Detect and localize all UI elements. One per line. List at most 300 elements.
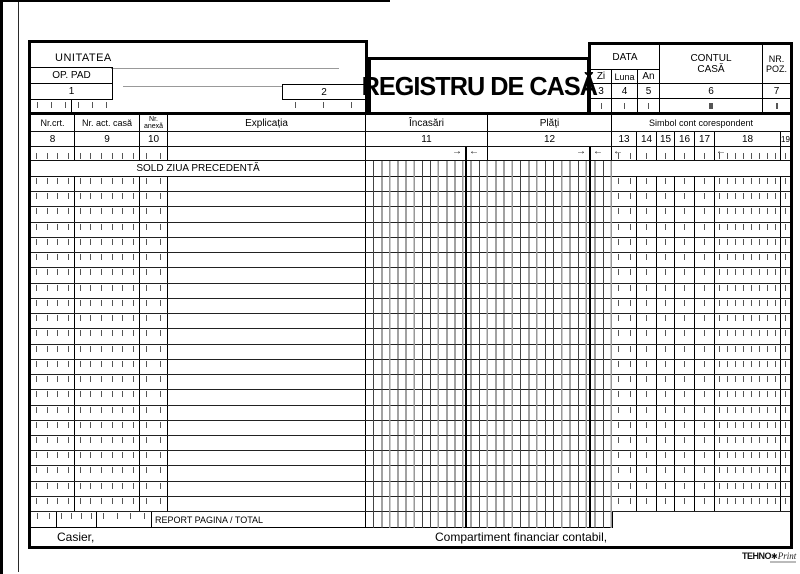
tick-mark [665,498,666,504]
grid-cell [637,314,657,328]
grid-cell [715,329,781,343]
tick-mark [112,269,113,275]
grid-cell [675,497,695,511]
tick-mark [751,467,752,473]
tick-mark [146,452,147,458]
tick-mark [90,483,91,489]
tick-mark [57,391,58,397]
grid-cell [140,177,168,191]
grid-cell [168,360,366,374]
grid-cell [168,390,366,404]
tick-mark [646,224,647,230]
tick-mark [80,178,81,184]
tick-mark [785,467,786,473]
grid-cell [637,268,657,282]
tick-mark [90,452,91,458]
tick-mark [684,193,685,199]
tick-mark [665,376,666,382]
casier-label: Casier, [57,530,95,544]
grid-cell [366,421,488,435]
tick-mark [133,330,134,336]
grid-cell [675,421,695,435]
grid-row [31,207,790,222]
grid-cell [366,466,488,480]
col-num-18: 18 [715,132,781,146]
tick-mark [57,193,58,199]
tick-mark [759,376,760,382]
grid-cell [31,253,75,267]
grid-cell [657,268,675,282]
tick-mark [90,391,91,397]
grid-cell [637,421,657,435]
grid-row [31,451,790,466]
tick-mark [618,452,619,458]
grid-cell [715,223,781,237]
grid-row [31,314,790,329]
tick-mark [57,437,58,443]
tick-mark [727,407,728,413]
tick-mark [751,452,752,458]
tick-mark [618,239,619,245]
grid-cell [612,253,637,267]
tick-mark [767,437,768,443]
grid-cell [695,421,715,435]
grid-cell [612,192,637,206]
grid-cell [695,284,715,298]
grid-cell [140,238,168,252]
grid-cell [140,375,168,389]
grid-cell [488,436,612,450]
tick-mark [767,178,768,184]
grid-cell [31,314,75,328]
grid-row [31,345,790,360]
tick-mark [704,437,705,443]
grid-cell [695,466,715,480]
tick-mark [704,208,705,214]
tick-mark [117,513,118,519]
grid-cell [75,406,140,420]
tick-mark [160,467,161,473]
tick-mark [68,452,69,458]
tick-mark [684,452,685,458]
tick-mark [735,452,736,458]
tick-mark [751,178,752,184]
tick-mark [78,102,79,108]
tick-cell [75,147,140,160]
tick-mark [101,452,102,458]
grid-cell [695,482,715,496]
grid-cell [657,436,675,450]
tick-mark [775,178,776,184]
grid-cell [140,284,168,298]
tick-cell [638,99,660,112]
grid-cell [612,238,637,252]
field-2-number: 2 [321,86,327,98]
tick-mark [122,452,123,458]
tick-mark [160,498,161,504]
grid-rows [31,177,790,512]
grid-cell [695,451,715,465]
tick-mark [785,285,786,291]
tick-mark [47,483,48,489]
grid-cell [31,436,75,450]
grid-cell [612,329,637,343]
tick-mark [785,269,786,275]
report-plati-cell [488,512,612,527]
tick-mark [735,153,736,159]
tick-mark [785,254,786,260]
tick-mark [90,254,91,260]
tick-mark [767,208,768,214]
tick-mark [665,422,666,428]
tick-mark [68,330,69,336]
header-numbers-row [31,132,790,147]
grid-cell [168,207,366,221]
grid-row [31,466,790,481]
grid-cell [657,177,675,191]
tick-mark [90,269,91,275]
col-num-15: 15 [657,132,675,146]
sold-simbol-blank [612,161,790,176]
grid-cell [75,284,140,298]
grid-cell [695,390,715,404]
grid-row [31,482,790,497]
tick-mark [704,315,705,321]
grid-cell [657,421,675,435]
grid-cell [75,177,140,191]
grid-cell [675,329,695,343]
tick-mark [775,391,776,397]
tick-mark [751,346,752,352]
date-ticks-row [591,99,790,112]
tick-mark [36,452,37,458]
tick-mark [57,422,58,428]
tick-mark [743,346,744,352]
tick-mark [735,208,736,214]
tick-mark [735,300,736,306]
tick-mark [743,193,744,199]
grid-cell [695,375,715,389]
tick-mark [80,269,81,275]
tick-mark [36,300,37,306]
tick-mark [160,376,161,382]
tick-mark [68,376,69,382]
tick-mark [133,224,134,230]
grid-cell [675,436,695,450]
tick-mark [646,467,647,473]
tick-mark [767,300,768,306]
tick-mark [80,467,81,473]
tick-mark [624,103,625,109]
tick-mark [68,422,69,428]
grid-cell [31,238,75,252]
tick-mark [57,269,58,275]
grid-cell [781,451,790,465]
tick-mark [727,285,728,291]
tick-mark [133,422,134,428]
tick-mark [133,391,134,397]
tick-mark [68,361,69,367]
grid-cell [781,375,790,389]
grid-cell [168,329,366,343]
grid-cell [140,451,168,465]
tick-cell [591,99,612,112]
tick-mark [630,178,631,184]
grid-cell [75,238,140,252]
grid-cell [715,314,781,328]
tick-mark [704,330,705,336]
tick-mark [80,346,81,352]
tick-mark [47,498,48,504]
tick-mark [36,407,37,413]
tick-mark [648,103,649,109]
grid-row [31,406,790,421]
grid-cell [637,436,657,450]
grid-cell [637,207,657,221]
tick-mark [57,407,58,413]
tick-mark [767,361,768,367]
tick-mark [295,102,296,108]
tick-mark [646,452,647,458]
tick-mark [646,346,647,352]
tick-mark [759,422,760,428]
tick-cell [781,147,790,160]
tick-mark [133,467,134,473]
col-header-incasari: Încasări [366,115,488,131]
tick-mark [112,498,113,504]
tick-mark [47,361,48,367]
tick-mark [323,102,324,108]
grid-cell [715,466,781,480]
grid-cell [657,482,675,496]
col-num-8: 8 [31,132,75,146]
tick-mark [146,269,147,275]
tick-mark [727,391,728,397]
grid-row [31,299,790,314]
tick-mark [160,193,161,199]
grid-cell [366,299,488,313]
tick-cell [657,147,675,160]
grid-cell [31,482,75,496]
col-num-explicatia-empty [168,132,366,146]
tick-mark [704,361,705,367]
grid-cell [637,360,657,374]
tick-mark [759,269,760,275]
tick-mark [101,239,102,245]
tick-mark [727,300,728,306]
tick-mark [727,498,728,504]
tick-mark [133,483,134,489]
grid-cell [781,360,790,374]
tick-mark [743,407,744,413]
grid-cell [31,466,75,480]
grid-cell [168,466,366,480]
tick-mark [630,285,631,291]
data-label: DATA [612,51,638,63]
tick-mark [133,437,134,443]
tick-mark [112,467,113,473]
grid-cell [366,329,488,343]
tick-mark [146,407,147,413]
tick-mark [47,376,48,382]
tick-mark [106,102,107,108]
tick-mark [751,330,752,336]
tick-mark [727,208,728,214]
tick-mark [57,361,58,367]
tick-mark [743,376,744,382]
grid-cell [781,177,790,191]
grid-cell [675,238,695,252]
tick-mark [684,498,685,504]
grid-cell [75,375,140,389]
tick-mark [684,467,685,473]
grid-cell [366,436,488,450]
tick-mark [704,269,705,275]
grid-cell [75,466,140,480]
grid-cell [488,390,612,404]
tick-mark [146,346,147,352]
tick-mark [68,315,69,321]
tick-cell [612,99,638,112]
grid-cell [781,268,790,282]
tick-mark [101,193,102,199]
grid-cell [675,466,695,480]
unitatea-label: UNITATEA [55,52,112,64]
tick-mark [665,178,666,184]
sold-label-cell: SOLD ZIUA PRECEDENTĂ [31,161,366,176]
tick-mark [735,467,736,473]
grid-cell [695,314,715,328]
grid-cell [140,207,168,221]
tick-mark [90,178,91,184]
tick-mark [36,153,37,159]
tick-mark [133,498,134,504]
tick-mark [767,498,768,504]
tick-mark [68,467,69,473]
grid-cell [168,482,366,496]
tick-mark [727,224,728,230]
tick-mark [684,330,685,336]
grid-cell [637,284,657,298]
tick-mark [146,467,147,473]
tick-mark [160,254,161,260]
tick-mark [122,361,123,367]
tick-cell [97,512,152,527]
tick-mark [146,437,147,443]
grid-cell [31,223,75,237]
grid-cell [612,406,637,420]
tick-mark [61,513,62,519]
tick-mark [759,330,760,336]
grid-cell [31,421,75,435]
tick-mark [49,513,50,519]
tick-mark [133,452,134,458]
luna-cell [612,70,638,84]
arrow-left-icon: ← [593,146,603,157]
col-num-10: 10 [140,132,168,146]
tick-mark [727,467,728,473]
col-num-14: 14 [637,132,657,146]
grid-cell [488,329,612,343]
arrow-left-icon: ← [469,146,479,157]
tick-mark [704,376,705,382]
tick-mark [101,346,102,352]
tick-mark [160,315,161,321]
tick-mark [133,346,134,352]
tick-mark [160,208,161,214]
grid-cell [675,451,695,465]
tick-mark [68,391,69,397]
tick-mark [767,153,768,159]
tick-mark [751,498,752,504]
col-num-6: 6 [660,84,763,98]
tick-mark [727,437,728,443]
tick-mark [57,153,58,159]
tick-mark [146,422,147,428]
grid-cell [612,284,637,298]
form-title-box [361,57,597,115]
grid-cell [366,284,488,298]
grid-cell [75,192,140,206]
tick-mark [775,452,776,458]
grid-cell [488,375,612,389]
grid-cell [31,345,75,359]
tick-mark [775,498,776,504]
tick-mark [133,239,134,245]
tick-mark [775,407,776,413]
tick-mark [751,153,752,159]
field-1-cell [31,84,113,100]
tick-mark [665,483,666,489]
grid-cell [715,345,781,359]
grid-row [31,284,790,299]
tick-mark [47,254,48,260]
tick-mark [90,224,91,230]
nrpoz-line2: POZ. [765,64,787,74]
tick-mark [743,391,744,397]
tick-mark [767,315,768,321]
grid-cell [695,192,715,206]
tick-mark [160,269,161,275]
tick-mark [618,361,619,367]
tick-mark [684,254,685,260]
nrpoz-line1: NR. [768,54,785,64]
tick-mark [759,193,760,199]
tick-mark [47,300,48,306]
tick-mark [727,178,728,184]
tick-mark [90,376,91,382]
grid-cell [657,192,675,206]
tick-mark [146,376,147,382]
tick-mark [684,178,685,184]
grid-cell [75,497,140,511]
tick-mark [68,153,69,159]
tick-mark [743,467,744,473]
sold-row [31,161,790,177]
tick-mark [665,315,666,321]
scan-edge-left [0,0,3,574]
tick-mark [47,437,48,443]
tick-mark [775,254,776,260]
tick-mark [630,193,631,199]
tick-mark [751,407,752,413]
tick-mark [47,269,48,275]
tick-mark [684,269,685,275]
tick-mark [618,346,619,352]
signature-strip [31,528,790,546]
tick-mark [618,193,619,199]
grid-cell [637,329,657,343]
